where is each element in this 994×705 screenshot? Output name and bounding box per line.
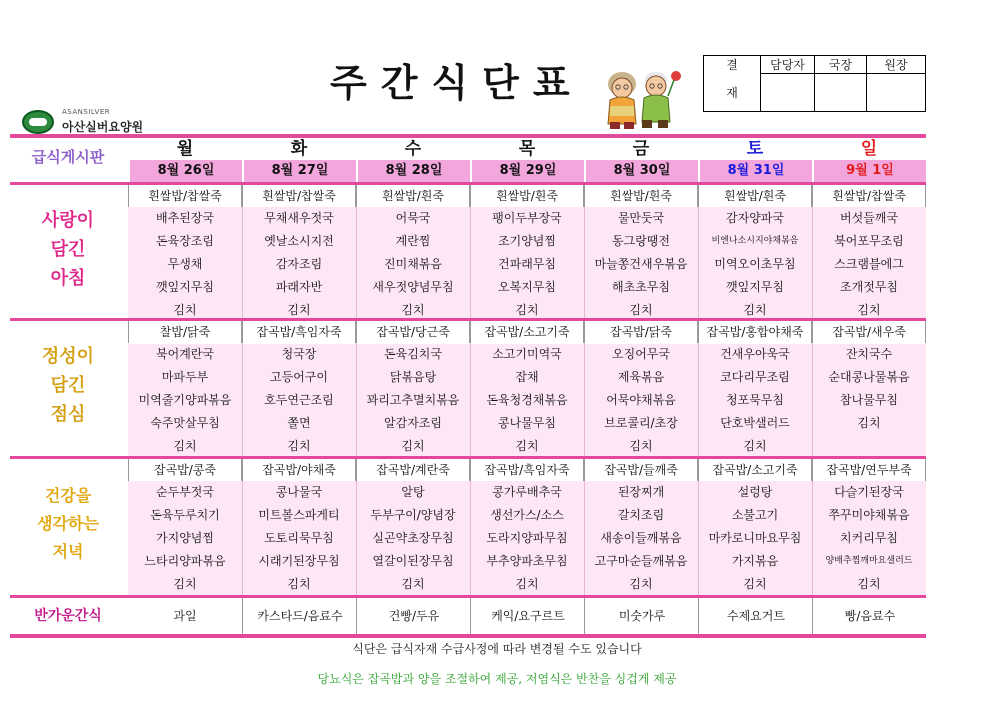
breakfast-day-column <box>812 185 926 318</box>
lunch-dish: 돈육김치국 <box>384 347 442 361</box>
breakfast-dish: 진미채볶음 <box>384 257 442 271</box>
dinner-dish: 돈육두루치기 <box>150 508 220 522</box>
menu-change-notice: 식단은 급식자재 수급사정에 따라 변경될 수도 있습니다 <box>352 642 642 656</box>
column-separator <box>470 343 471 456</box>
dinner-dish: 도토리묵무침 <box>264 531 334 545</box>
logo-korean-name: 아산실버요양원 <box>62 120 144 134</box>
breakfast-day-column <box>356 185 470 318</box>
lunch-dish: 순대콩나물볶음 <box>828 370 910 384</box>
dinner-day-column <box>242 459 356 595</box>
lunch-staple: 잡곡밥/당근죽 <box>356 321 470 343</box>
lunch-day-column <box>698 321 812 456</box>
lunch-day-column <box>356 321 470 456</box>
dinner-dish: 부추양파초무침 <box>486 554 568 568</box>
lunch-dish: 오징어무국 <box>612 347 670 361</box>
breakfast-dish: 오복지무침 <box>498 280 556 294</box>
dinner-dish: 김치 <box>401 577 425 591</box>
lunch-dish: 쫄면 <box>287 416 311 430</box>
column-separator <box>356 481 357 595</box>
dinner-staple: 잡곡밥/야채죽 <box>242 459 356 481</box>
lunch-dish: 청포묵무침 <box>726 393 784 407</box>
column-separator <box>584 207 585 318</box>
lunch-staple: 찰밥/닭죽 <box>128 321 242 343</box>
dinner-dish: 실곤약초장무침 <box>372 531 454 545</box>
lunch-dish: 건새우아욱국 <box>720 347 790 361</box>
column-separator <box>812 207 813 318</box>
day-header-row <box>128 138 926 160</box>
dinner-dish: 새송이들깨볶음 <box>600 531 682 545</box>
breakfast-dish: 김치 <box>857 303 881 317</box>
dinner-day-column <box>584 459 698 595</box>
lunch-dish: 마파두부 <box>161 370 209 384</box>
lunch-label-line1: 정성이 <box>41 346 95 367</box>
lunch-dish: 숙주맛살무침 <box>150 416 220 430</box>
dinner-dish: 알탕 <box>401 485 425 499</box>
day-label: 일 <box>860 139 878 159</box>
approval-role-staff: 담당자 <box>761 56 815 74</box>
snack-item: 수제요거트 <box>698 598 813 634</box>
dinner-dish: 치커리무침 <box>840 531 898 545</box>
snack-item: 빵/음료수 <box>812 598 927 634</box>
dinner-staple: 잡곡밥/콩죽 <box>128 459 242 481</box>
breakfast-label-line2: 담긴 <box>50 239 86 260</box>
date-label: 8월 29일 <box>470 160 584 182</box>
breakfast-staple: 흰쌀밥/흰죽 <box>698 185 812 207</box>
breakfast-dish: 미역오이초무침 <box>714 257 796 271</box>
side-label-dinner <box>12 482 124 566</box>
date-label: 9월 1일 <box>812 160 926 182</box>
approval-box <box>703 55 926 112</box>
dinner-label-line2: 생각하는 <box>37 514 99 533</box>
dinner-dish: 도라지양파무침 <box>486 531 568 545</box>
lunch-dish: 북어계란국 <box>156 347 214 361</box>
dinner-dish: 콩가루배추국 <box>492 485 562 499</box>
breakfast-label-line1: 사랑이 <box>41 210 95 231</box>
dinner-dish: 김치 <box>173 577 197 591</box>
breakfast-label-line3: 아침 <box>50 268 86 289</box>
snack-item: 케익/요구르트 <box>470 598 585 634</box>
page-title: 주간식단표 <box>330 61 584 105</box>
dinner-day-column <box>128 459 242 595</box>
dinner-label-line3: 저녁 <box>52 542 84 561</box>
lunch-label-line3: 점심 <box>50 404 86 425</box>
breakfast-dish: 스크램블에그 <box>834 257 904 271</box>
column-separator <box>470 481 471 595</box>
dinner-staple: 잡곡밥/소고기죽 <box>698 459 812 481</box>
lunch-dish: 청국장 <box>281 347 317 361</box>
lunch-label-line2: 담긴 <box>50 375 86 396</box>
breakfast-dish: 파래자반 <box>275 280 323 294</box>
breakfast-dish: 조개젓무침 <box>840 280 898 294</box>
breakfast-dish: 감자양파국 <box>726 211 784 225</box>
breakfast-dish: 김치 <box>401 303 425 317</box>
lunch-dish <box>812 435 926 458</box>
dinner-day-column <box>698 459 812 595</box>
dinner-dish: 마카로니마요무침 <box>708 531 802 545</box>
approval-sign-director[interactable] <box>815 74 867 112</box>
lunch-day-column <box>812 321 926 456</box>
snack-item: 미숫가루 <box>584 598 699 634</box>
lunch-dish: 잡채 <box>515 370 539 384</box>
dinner-day-column <box>470 459 584 595</box>
day-label: 목 <box>518 139 536 159</box>
day-label: 토 <box>746 139 764 159</box>
column-separator <box>356 343 357 456</box>
breakfast-dish: 계란찜 <box>395 234 431 248</box>
divider-bottom <box>10 634 926 638</box>
lunch-dish: 김치 <box>743 439 767 453</box>
breakfast-dish: 무채새우젓국 <box>264 211 334 225</box>
breakfast-dish: 김치 <box>743 303 767 317</box>
lunch-day-column <box>242 321 356 456</box>
breakfast-dish: 건파래무침 <box>498 257 556 271</box>
column-separator <box>698 207 699 318</box>
lunch-day-column <box>128 321 242 456</box>
day-label: 금 <box>632 139 650 159</box>
breakfast-day-column <box>242 185 356 318</box>
column-separator <box>698 343 699 456</box>
breakfast-dish: 해초초무침 <box>612 280 670 294</box>
lunch-dish: 브로콜리/초장 <box>604 416 678 430</box>
breakfast-dish: 어묵국 <box>395 211 431 225</box>
lunch-staple: 잡곡밥/닭죽 <box>584 321 698 343</box>
breakfast-day-column <box>584 185 698 318</box>
dinner-dish: 시래기된장무침 <box>258 554 340 568</box>
dinner-dish: 생선가스/소스 <box>490 508 564 522</box>
column-separator <box>812 481 813 595</box>
dinner-dish: 고구마순들깨볶음 <box>594 554 688 568</box>
snack-section <box>128 598 926 634</box>
lunch-dish: 김치 <box>287 439 311 453</box>
lunch-dish: 고등어구이 <box>270 370 328 384</box>
breakfast-day-column <box>470 185 584 318</box>
day-label: 월 <box>176 139 194 159</box>
column-separator <box>242 343 243 456</box>
dinner-dish: 김치 <box>743 577 767 591</box>
breakfast-dish: 팽이두부장국 <box>492 211 562 225</box>
dinner-dish: 가지볶음 <box>731 554 779 568</box>
approval-label-top: 결 <box>704 56 761 74</box>
dinner-dish: 콩나물국 <box>275 485 323 499</box>
lunch-dish: 알감자조림 <box>384 416 442 430</box>
dinner-dish: 양배추찜깨마요샐러드 <box>825 556 913 566</box>
column-separator <box>698 481 699 595</box>
breakfast-dish: 물만둣국 <box>617 211 665 225</box>
breakfast-staple: 흰쌀밥/흰죽 <box>470 185 584 207</box>
lunch-dish: 미역줄기양파볶음 <box>138 393 232 407</box>
lunch-dish: 어묵야채볶음 <box>606 393 676 407</box>
breakfast-dish: 김치 <box>515 303 539 317</box>
snack-item: 건빵/두유 <box>356 598 471 634</box>
lunch-dish: 김치 <box>173 439 197 453</box>
dinner-dish: 미트볼스파게티 <box>258 508 340 522</box>
breakfast-dish: 김치 <box>173 303 197 317</box>
breakfast-staple: 흰쌀밥/흰죽 <box>584 185 698 207</box>
breakfast-dish: 옛날소시지전 <box>264 234 334 248</box>
dinner-dish: 김치 <box>287 577 311 591</box>
side-label-breakfast <box>12 206 124 293</box>
grandparents-illustration <box>596 62 684 130</box>
dinner-dish: 김치 <box>857 577 881 591</box>
dinner-dish: 김치 <box>515 577 539 591</box>
lunch-dish: 단호박샐러드 <box>720 416 790 430</box>
breakfast-dish: 비엔나소시지야채볶음 <box>711 236 799 246</box>
lunch-dish: 김치 <box>515 439 539 453</box>
lunch-dish: 꽈리고추멸치볶음 <box>366 393 460 407</box>
dinner-day-column <box>812 459 926 595</box>
dinner-day-column <box>356 459 470 595</box>
snack-item: 카스타드/음료수 <box>242 598 357 634</box>
breakfast-dish: 버섯들깨국 <box>840 211 898 225</box>
logo-english-name: ASANSILVER <box>62 108 111 116</box>
breakfast-dish: 마늘쫑건새우볶음 <box>594 257 688 271</box>
breakfast-dish: 배추된장국 <box>156 211 214 225</box>
lunch-dish: 코다리무조림 <box>720 370 790 384</box>
lunch-dish: 제육볶음 <box>617 370 665 384</box>
dinner-dish: 소불고기 <box>731 508 779 522</box>
lunch-dish: 콩나물무침 <box>498 416 556 430</box>
dinner-section <box>128 459 926 595</box>
dinner-staple: 잡곡밥/연두부죽 <box>812 459 926 481</box>
breakfast-dish: 북어포무조림 <box>834 234 904 248</box>
column-separator <box>812 343 813 456</box>
lunch-dish: 돈육청경채볶음 <box>486 393 568 407</box>
breakfast-dish: 무생채 <box>167 257 203 271</box>
dinner-dish: 된장찌개 <box>617 485 665 499</box>
breakfast-dish: 깻잎지무침 <box>156 280 214 294</box>
lunch-day-column <box>470 321 584 456</box>
date-label: 8월 31일 <box>698 160 812 182</box>
lunch-staple: 잡곡밥/흑임자죽 <box>242 321 356 343</box>
approval-role-head: 원장 <box>867 56 926 74</box>
lunch-dish: 잔치국수 <box>845 347 893 361</box>
dinner-label-line1: 건강을 <box>44 486 92 505</box>
lunch-dish: 김치 <box>401 439 425 453</box>
column-separator <box>584 481 585 595</box>
lunch-dish: 김치 <box>629 439 653 453</box>
breakfast-dish: 김치 <box>629 303 653 317</box>
breakfast-section <box>128 185 926 318</box>
lunch-day-column <box>584 321 698 456</box>
lunch-staple: 잡곡밥/소고기죽 <box>470 321 584 343</box>
breakfast-dish: 새우젓양념무침 <box>372 280 454 294</box>
lunch-staple: 잡곡밥/새우죽 <box>812 321 926 343</box>
column-separator <box>584 343 585 456</box>
approval-sign-head[interactable] <box>867 74 926 112</box>
approval-role-director: 국장 <box>815 56 867 74</box>
date-label: 8월 28일 <box>356 160 470 182</box>
day-label: 화 <box>290 139 308 159</box>
breakfast-day-column <box>128 185 242 318</box>
breakfast-day-column <box>698 185 812 318</box>
lunch-dish: 소고기미역국 <box>492 347 562 361</box>
lunch-dish: 호두연근조림 <box>264 393 334 407</box>
logo-emblem <box>22 110 54 134</box>
side-label-board: 급식게시판 <box>31 148 105 166</box>
lunch-section <box>128 321 926 456</box>
breakfast-dish: 감자조림 <box>275 257 323 271</box>
snack-item: 과일 <box>173 609 197 623</box>
date-label: 8월 27일 <box>242 160 356 182</box>
dinner-dish: 느타리양파볶음 <box>144 554 226 568</box>
breakfast-dish: 조기양념찜 <box>498 234 556 248</box>
date-label: 8월 30일 <box>584 160 698 182</box>
dinner-dish: 순두부젓국 <box>156 485 214 499</box>
side-label-snack: 반가운간식 <box>34 608 102 624</box>
column-separator <box>242 481 243 595</box>
lunch-staple: 잡곡밥/홍합야채죽 <box>698 321 812 343</box>
dinner-staple: 잡곡밥/들깨죽 <box>584 459 698 481</box>
breakfast-staple: 흰쌀밥/찹쌀죽 <box>128 185 242 207</box>
day-label: 수 <box>404 139 422 159</box>
breakfast-dish: 돈육장조림 <box>156 234 214 248</box>
dinner-dish: 열갈이된장무침 <box>372 554 454 568</box>
dinner-dish: 설렁탕 <box>737 485 773 499</box>
breakfast-staple: 흰쌀밥/흰죽 <box>356 185 470 207</box>
dinner-staple: 잡곡밥/계란죽 <box>356 459 470 481</box>
dinner-dish: 가지양념찜 <box>156 531 214 545</box>
special-diet-note: 당뇨식은 잡곡밥과 양을 조절하여 제공, 저염식은 반찬을 싱겁게 제공 <box>317 672 677 686</box>
breakfast-dish: 김치 <box>287 303 311 317</box>
approval-sign-staff[interactable] <box>761 74 815 112</box>
date-label: 8월 26일 <box>128 160 242 182</box>
breakfast-staple: 흰쌀밥/찹쌀죽 <box>812 185 926 207</box>
breakfast-dish: 동그랑땡전 <box>612 234 670 248</box>
dinner-dish: 갈치조림 <box>617 508 665 522</box>
dinner-dish: 다슬기된장국 <box>834 485 904 499</box>
lunch-dish: 닭볶음탕 <box>389 370 437 384</box>
lunch-dish: 김치 <box>857 416 881 430</box>
column-separator <box>356 207 357 318</box>
dinner-dish: 두부구이/양념장 <box>370 508 456 522</box>
facility-logo <box>22 108 162 136</box>
side-label-lunch <box>12 342 124 429</box>
dinner-dish: 쭈꾸미야채볶음 <box>828 508 910 522</box>
column-separator <box>470 207 471 318</box>
dinner-staple: 잡곡밥/흑임자죽 <box>470 459 584 481</box>
lunch-dish: 참나물무침 <box>840 393 898 407</box>
approval-label-bottom: 재 <box>704 74 761 112</box>
date-header-row <box>128 160 926 182</box>
column-separator <box>242 207 243 318</box>
breakfast-staple: 흰쌀밥/찹쌀죽 <box>242 185 356 207</box>
breakfast-dish: 깻잎지무침 <box>726 280 784 294</box>
dinner-dish: 김치 <box>629 577 653 591</box>
